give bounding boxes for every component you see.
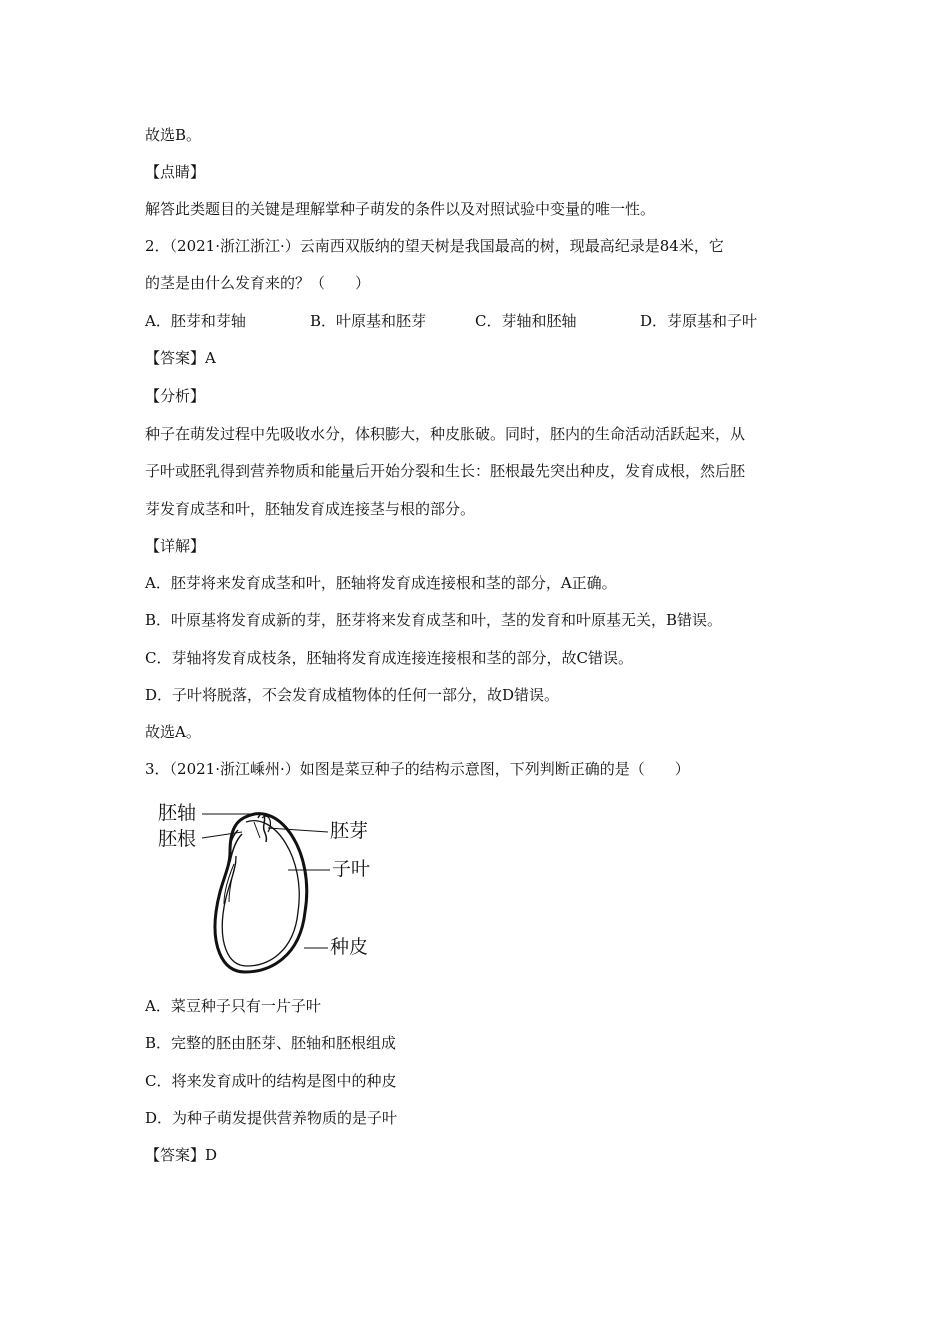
label-cotyledon: 子叶	[332, 858, 371, 880]
section-heading-xiangjie: 【详解】	[145, 537, 206, 555]
detail-b: B．叶原基将发育成新的芽，胚芽将来发育成茎和叶，茎的发育和叶原基无关，B错误。	[145, 611, 723, 629]
q3-option-d: D．为种子萌发提供营养物质的是子叶	[145, 1109, 398, 1127]
paragraph-fenxi-2: 子叶或胚乳得到营养物质和能量后开始分裂和生长：胚根最先突出种皮，发育成根，然后胚	[145, 462, 746, 480]
section-heading-dianjing: 【点睛】	[145, 163, 206, 181]
bean-seed-diagram	[150, 792, 380, 982]
question-2-options	[145, 311, 757, 331]
label-plumule: 胚芽	[330, 820, 369, 842]
answer-q2: 【答案】A	[145, 349, 216, 367]
paragraph-fenxi-3: 芽发育成茎和叶，胚轴发育成连接茎与根的部分。	[145, 500, 476, 518]
q3-option-a: A．菜豆种子只有一片子叶	[145, 997, 321, 1015]
question-2-line-2: 的茎是由什么发育来的？（ ）	[145, 274, 371, 292]
option-b: B．叶原基和胚芽	[310, 312, 427, 330]
paragraph-dianjing: 解答此类题目的关键是理解掌种子萌发的条件以及对照试验中变量的唯一性。	[145, 200, 656, 218]
answer-q3: 【答案】D	[145, 1146, 218, 1164]
question-2-line-1: 2．（2021·浙江浙江·）云南西双版纳的望天树是我国最高的树，现最高纪录是84米，它	[145, 237, 724, 255]
option-a: A．胚芽和芽轴	[145, 312, 246, 330]
question-3: 3．（2021·浙江嵊州·）如图是菜豆种子的结构示意图，下列判断正确的是（ ）	[145, 760, 690, 778]
q3-option-b: B．完整的胚由胚芽、胚轴和胚根组成	[145, 1034, 397, 1052]
option-c: C．芽轴和胚轴	[475, 312, 577, 330]
label-radicle: 胚根	[158, 828, 197, 850]
detail-a: A．胚芽将来发育成茎和叶，胚轴将发育成连接根和茎的部分，A正确。	[145, 574, 617, 592]
detail-d: D．子叶将脱落，不会发育成植物体的任何一部分，故D错误。	[145, 686, 560, 704]
conclusion-q2: 故选A。	[145, 723, 201, 741]
conclusion-q1: 故选B。	[145, 126, 202, 144]
option-d: D．芽原基和子叶	[640, 312, 758, 330]
label-seed-coat: 种皮	[330, 936, 369, 958]
paragraph-fenxi-1: 种子在萌发过程中先吸收水分，体积膨大，种皮胀破。同时，胚内的生命活动活跃起来，从	[145, 425, 746, 443]
section-heading-fenxi: 【分析】	[145, 387, 206, 405]
q3-option-c: C．将来发育成叶的结构是图中的种皮	[145, 1072, 397, 1090]
label-embryonic-axis: 胚轴	[158, 802, 197, 824]
detail-c: C．芽轴将发育成枝条，胚轴将发育成连接连接根和茎的部分，故C错误。	[145, 649, 633, 667]
